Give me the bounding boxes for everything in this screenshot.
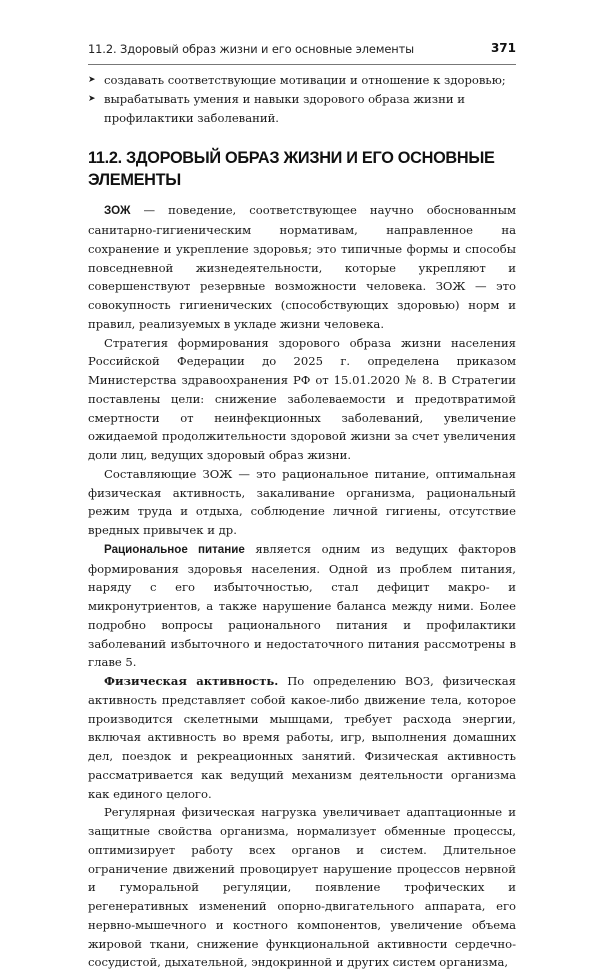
bullet-item: ➤ создавать соответствующие мотивации и отношение к здоровью;: [88, 71, 516, 90]
bullet-marker-icon: ➤: [88, 93, 96, 104]
paragraph: [88, 540, 516, 672]
paragraph-text: Регулярная физическая нагрузка увеличивает адаптационные и защитные свойства организма, нормализует обменные процессы, оптимизирует работу всех органов и систем. Длительное ограничение движений провоцирует нарушение процессов нервной и гуморальной регуляции, появление трофических и регенеративных изменений опорно-двигательного аппарата, его нервно-мышечного и костного компонентов, увеличение объема жировой ткани, снижение функциональной активности сердечно-сосудистой, дыхательной, эндокринной и других систем организма,: [88, 805, 516, 970]
paragraph-text: является одним из ведущих факторов формирования здоровья населения. Одной из проблем питания, наряду с его избыточностью, стал дефицит макро- и микронутриентов, а также нарушение баланса между ними. Более подробно вопросы рационального питания и профилактики заболеваний избыточного и недостаточного питания рассмотрены в главе 5.: [88, 541, 516, 670]
page-number: 371: [490, 41, 516, 55]
paragraph: [88, 334, 516, 465]
paragraph-term: ЗОЖ: [104, 204, 131, 218]
paragraph-term: Рациональное питание: [104, 542, 245, 556]
bullet-item: ➤ вырабатывать умения и навыки здорового образа жизни и профилактики заболеваний.: [88, 91, 465, 125]
paragraph-text: — поведение, соответствующее научно обоснованным санитарно-гигиеническим нормативам, направленное на сохранение и укрепление здоровья; это типичные формы и способы повседневной жизнедеятельности, которые укрепляют и совершенствуют резервные возможности человека. ЗОЖ — это совокупность гигиенических (способствующих здоровью) норм и правил, реализуемых в укладе жизни человека.: [88, 203, 516, 331]
paragraph-term: Физическая активность.: [104, 674, 279, 688]
running-head: [88, 40, 516, 60]
header-rule: [88, 64, 516, 65]
running-head-title: 11.2. Здоровый образ жизни и его основные элементы: [88, 42, 415, 56]
page-body: [88, 71, 516, 972]
bullet-list: [88, 71, 516, 127]
paragraph: [88, 672, 516, 803]
paragraph-text: По определению ВОЗ, физическая активность представляет собой какое-либо движение тела, которое производится скелетными мышцами, требует расхода энергии, включая активность во время работы, игр, выполнения домашних дел, поездок и рекреационных занятий. Физическая активность рассматривается как ведущий механизм деятельности организма как единого целого.: [88, 674, 516, 801]
bullet-marker-icon: ➤: [88, 75, 96, 85]
paragraph: [88, 201, 516, 333]
paragraph: [88, 803, 516, 972]
paragraph: [88, 465, 516, 540]
paragraph-text: Составляющие ЗОЖ — это рациональное питание, оптимальная физическая активность, закаливание организма, рациональный режим труда и отдыха, соблюдение личной гигиены, отсутствие вредных привычек и др.: [88, 466, 516, 537]
paragraph-text: Стратегия формирования здорового образа жизни населения Российской Федерации до 2025 г. определена приказом Министерства здравоохранения РФ от 15.01.2020 № 8. В Стратегии поставлены цели: снижение заболеваемости и предотвратимой смертности от неинфекционных заболеваний, увеличение ожидаемой продолжительности здоровой жизни за счет увеличения доли лиц, ведущих здоровый образ жизни.: [88, 335, 516, 462]
section-heading: 11.2. ЗДОРОВЫЙ ОБРАЗ ЖИЗНИ И ЕГО ОСНОВНЫЕ ЭЛЕМЕНТЫ: [88, 149, 495, 190]
